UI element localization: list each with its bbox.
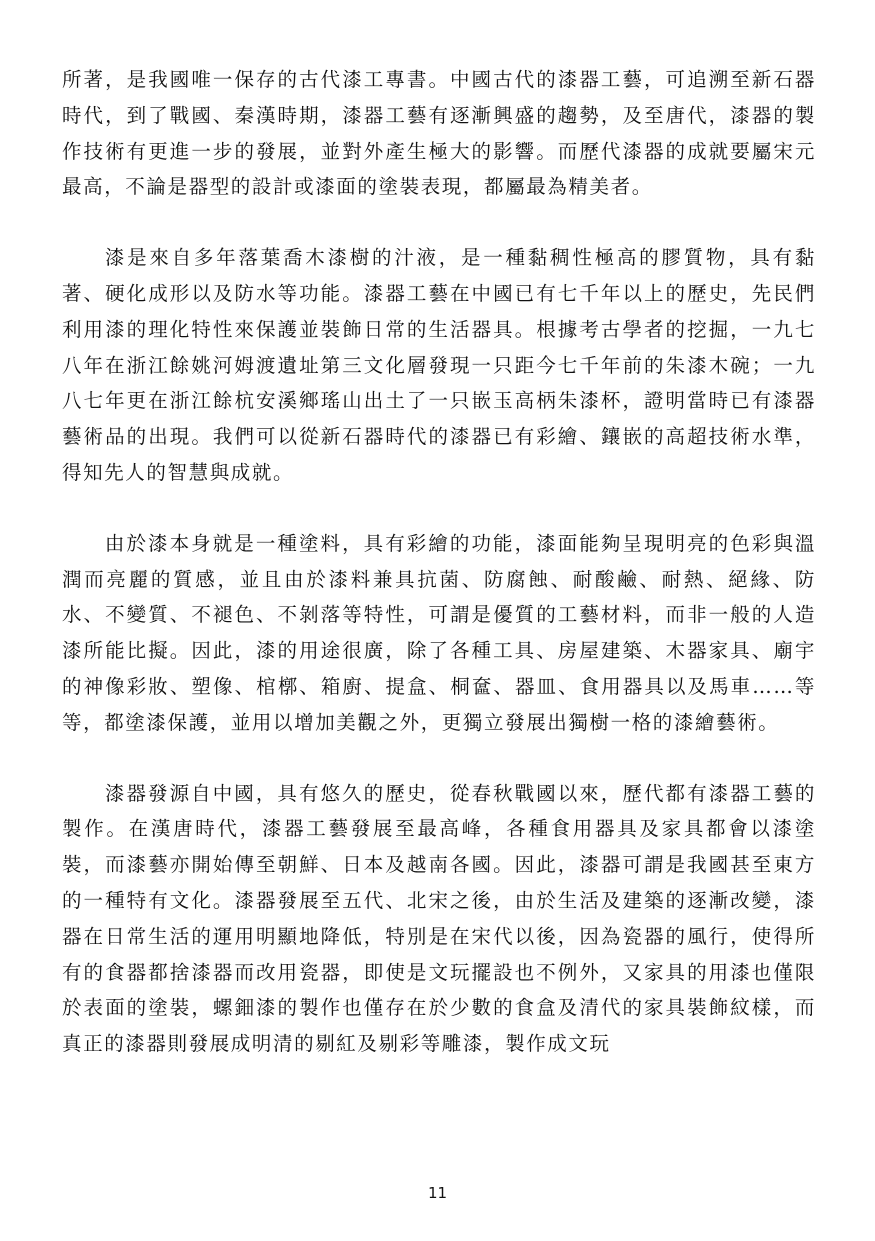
paragraph-lacquer-properties: 由於漆本身就是一種塗料，具有彩繪的功能，漆面能夠呈現明亮的色彩與溫潤而亮麗的質感，並且由於漆料兼具抗菌、防腐蝕、耐酸鹼、耐熱、絕緣、防水、不變質、不褪色、不剝落等特性，可謂是優質的工藝材料，而非一般的人造漆所能比擬。因此，漆的用途很廣，除了各種工具、房屋建築、木器家具、廟宇的神像彩妝、塑像、棺槨、箱廚、提盒、桐奩、器皿、食用器具以及馬車……等等，都塗漆保護，並用以增加美觀之外，更獨立發展出獨樹一格的漆繪藝術。 [62, 531, 816, 734]
paragraph-lacquer-history: 漆器發源自中國，具有悠久的歷史，從春秋戰國以來，歷代都有漆器工藝的製作。在漢唐時代，漆器工藝發展至最高峰，各種食用器具及家具都會以漆塗裝，而漆藝亦開始傳至朝鮮、日本及越南各國。因此，漆器可謂是我國甚至東方的一種特有文化。漆器發展至五代、北宋之後，由於生活及建築的逐漸改變，漆器在日常生活的運用明顯地降低，特別是在宋代以後，因為瓷器的風行，使得所有的食器都捨漆器而改用瓷器，即使是文玩擺設也不例外，又家具的用漆也僅限於表面的塗裝，螺鈿漆的製作也僅存在於少數的食盒及清代的家具裝飾紋樣，而真正的漆器則發展成明清的剔紅及剔彩等雕漆，製作成文玩 [62, 781, 816, 1056]
paragraph-continuation: 所著，是我國唯一保存的古代漆工專書。中國古代的漆器工藝，可追溯至新石器時代，到了戰國、秦漢時期，漆器工藝有逐漸興盛的趨勢，及至唐代，漆器的製作技術有更進一步的發展，並對外產生極大的影響。而歷代漆器的成就要屬宋元最高，不論是器型的設計或漆面的塗裝表現，都屬最為精美者。 [62, 68, 816, 199]
document-body [62, 62, 816, 1062]
paragraph-lacquer-origin: 漆是來自多年落葉喬木漆樹的汁液，是一種黏稠性極高的膠質物，具有黏著、硬化成形以及防水等功能。漆器工藝在中國已有七千年以上的歷史，先民們利用漆的理化特性來保護並裝飾日常的生活器具。根據考古學者的挖掘，一九七八年在浙江餘姚河姆渡遺址第三文化層發現一只距今七千年前的朱漆木碗；一九八七年更在浙江餘杭安溪鄉瑤山出土了一只嵌玉高柄朱漆杯，證明當時已有漆器藝術品的出現。我們可以從新石器時代的漆器已有彩繪、鑲嵌的高超技術水準，得知先人的智慧與成就。 [62, 246, 816, 484]
page-number: 11 [427, 1184, 448, 1202]
